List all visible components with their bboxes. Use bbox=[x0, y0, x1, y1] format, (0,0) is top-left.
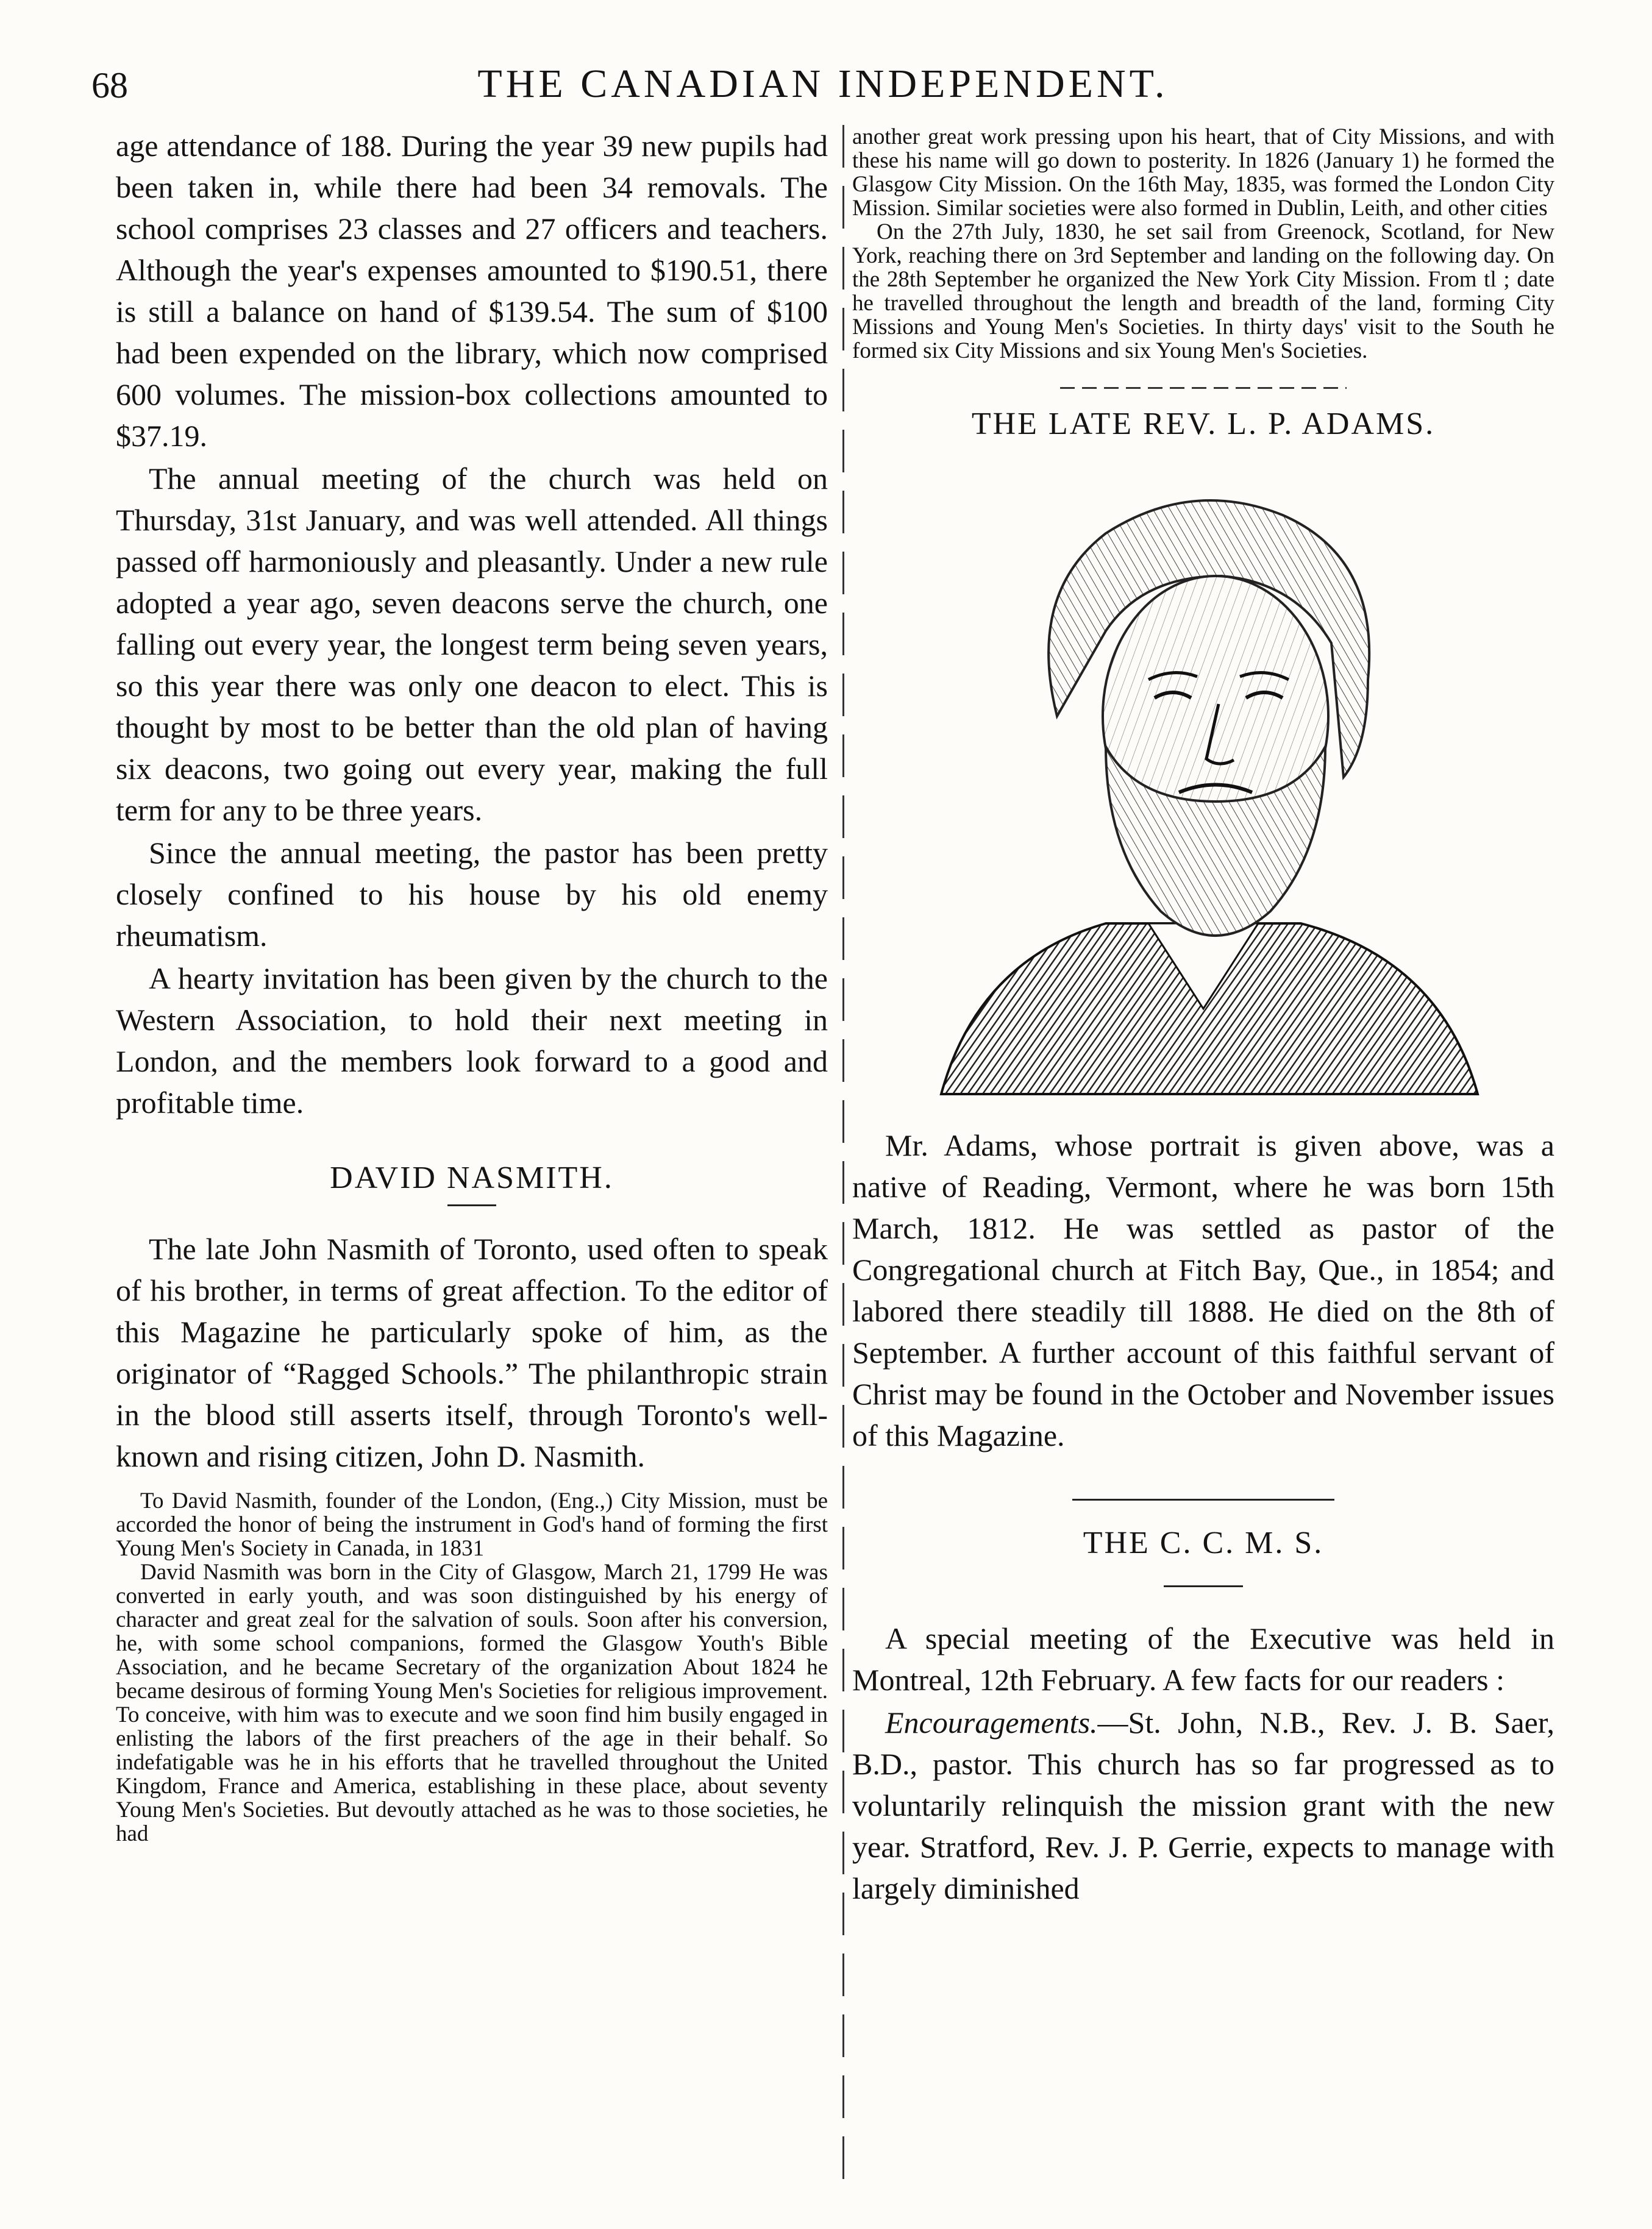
new-york-paragraph: On the 27th July, 1830, he set sail from Greenock, Scotland, for New York, reaching there on 3rd September and landing on the following day. On the 28th September he organized the New York City Mission. From tl ; date he travelled throughout the length and breadth of the land, forming City Missions and Young Men's Societies. In thirty days' visit to the South he formed six City Missions and six Young Men's Societies. bbox=[852, 219, 1554, 363]
heading-rule bbox=[1164, 1585, 1243, 1587]
annual-meeting-paragraph: The annual meeting of the church was held on Thursday, 31st January, and was well attended. All things passed off harmoniously and pleasantly. Under a new rule adopted a year ago, seven deacons serve the church, one falling out every year, the longest term being seven years, so this year there was only one deacon to elect. This is thought by most to be better than the old plan of having six deacons, two going out every year, making the full term for any to be three years. bbox=[116, 461, 828, 827]
encouragements-text: —St. John, N.B., Rev. J. B. Saer, B.D., pastor. This church has so far progressed as to voluntarily relinquish the mission grant with the new year. Stratford, Rev. J. P. Gerrie, expects to manage with largely diminished bbox=[852, 1705, 1554, 1905]
right-column bbox=[852, 125, 1554, 1909]
column-divider bbox=[842, 125, 844, 2179]
continuation-paragraph: another great work pressing upon his heart, that of City Missions, and with these his name will go down to posterity. In 1826 (January 1) he formed the Glasgow City Mission. On the 16th May, 1835, was formed the London City Mission. Similar societies were also formed in Dublin, Leith, and other cities bbox=[852, 124, 1554, 221]
nasmith-intro-paragraph: The late John Nasmith of Toronto, used often to speak of his brother, in terms of great affection. To the editor of this Magazine he particularly spoke of him, as the originator of “Ragged Schools.” The philanthropic strain in the blood still asserts itself, through Toronto's well-known and rising citizen, John D. Nasmith. bbox=[116, 1232, 828, 1473]
nasmith-biography-paragraph: David Nasmith was born in the City of Glasgow, March 21, 1799 He was converted in early youth, and was soon distinguished by his energy of character and great zeal for the salvation of souls. Soon after his conversion, he, with some school companions, formed the Glasgow Youth's Bible Association, and he became Secretary of the organization About 1824 he became desirous of forming Young Men's Societies for religious improvement. To conceive, with him was to execute and we soon find him busily engaged in enlisting the labors of the first preachers of the age in their behalf. So indefatigable was he in his efforts that he travelled throughout the United Kingdom, France and America, establishing in these place, about seventy Young Men's Societies. But devoutly attached as he was to those societies, he had bbox=[116, 1560, 828, 1846]
section-rule bbox=[1072, 1499, 1334, 1501]
ccms-meeting-paragraph: A special meeting of the Executive was held in Montreal, 12th February. A few facts for our readers : bbox=[852, 1621, 1554, 1697]
section-rule bbox=[1060, 387, 1347, 389]
encouragements-label: Encouragements. bbox=[885, 1705, 1098, 1740]
invitation-paragraph: A hearty invitation has been given by the church to the Western Association, to hold their next meeting in London, and the members look forward to a good and profitable time. bbox=[116, 961, 828, 1120]
adams-heading: THE LATE REV. L. P. ADAMS. bbox=[971, 407, 1436, 441]
page-header bbox=[91, 61, 1554, 116]
nasmith-heading: DAVID NASMITH. bbox=[330, 1161, 614, 1195]
adams-biography-paragraph: Mr. Adams, whose portrait is given above, was a native of Reading, Vermont, where he was born 15th March, 1812. He was settled as pastor of the Congregational church at Fitch Bay, Que., in 1854; and labored there steadily till 1888. He died on the 8th of September. A further account of this faithful servant of Christ may be found in the October and November issues of this Magazine. bbox=[852, 1128, 1554, 1452]
heading-rule bbox=[447, 1204, 496, 1206]
page-number: 68 bbox=[91, 65, 128, 105]
school-report-paragraph: age attendance of 188. During the year 39 new pupils had been taken in, while there had been 34 removals. The school comprises 23 classes and 27 officers and teachers. Although the year's expenses amounted to $190.51, there is still a balance on hand of $139.54. The sum of $100 had been expended on the library, which now comprised 600 volumes. The mission-box collections amounted to $37.19. bbox=[116, 129, 828, 453]
left-column bbox=[116, 125, 828, 1846]
portrait-engraving bbox=[905, 460, 1502, 1100]
publication-title: THE CANADIAN INDEPENDENT. bbox=[477, 62, 1169, 106]
ccms-heading: THE C. C. M. S. bbox=[1083, 1526, 1324, 1560]
pastor-paragraph: Since the annual meeting, the pastor has been pretty closely confined to his house by his old enemy rheumatism. bbox=[116, 836, 828, 953]
nasmith-note-paragraph: To David Nasmith, founder of the London, (Eng.,) City Mission, must be accorded the honor of being the instrument in God's hand of forming the first Young Men's Society in Canada, in 1831 bbox=[116, 1488, 828, 1561]
encouragements-paragraph bbox=[852, 1702, 1554, 1909]
